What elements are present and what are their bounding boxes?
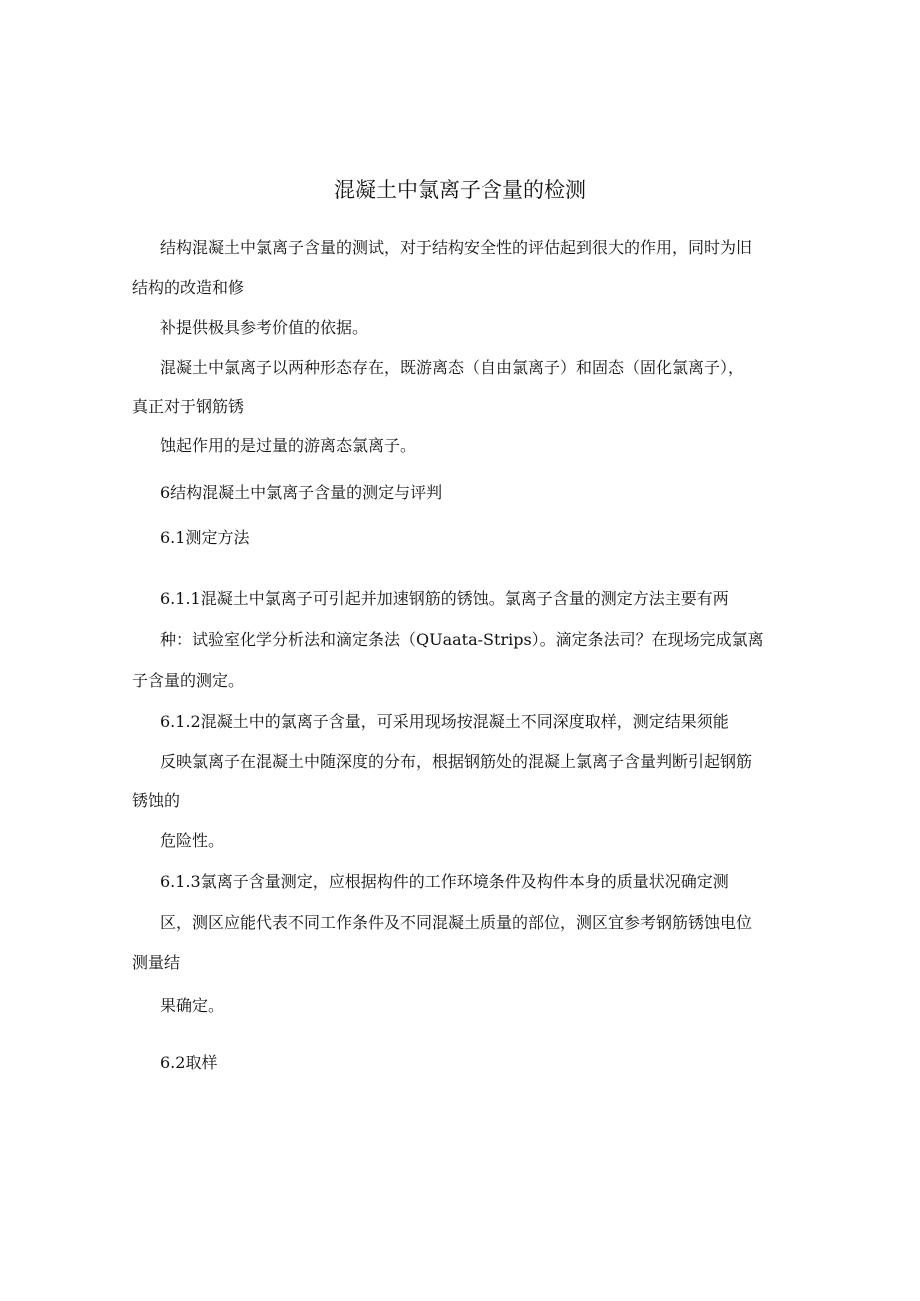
paragraph-line: 结构的改造和修 <box>132 278 245 297</box>
document-title: 混凝土中氯离子含量的检测 <box>334 178 586 202</box>
paragraph-line: 测量结 <box>132 953 181 972</box>
paragraph-line: 反映氯离子在混凝土中随深度的分布，根据钢筋处的混凝上氯离子含量判断引起钢筋 <box>160 752 753 771</box>
paragraph-line: 结构混凝土中氯离子含量的测试，对于结构安全性的评估起到很大的作用，同时为旧 <box>160 238 753 257</box>
paragraph-line: 锈蚀的 <box>132 791 181 810</box>
paragraph-line: 6.1.2混凝土中的氯离子含量，可采用现场按混凝土不同深度取样，测定结果须能 <box>160 712 729 731</box>
paragraph-line: 果确定。 <box>160 996 225 1015</box>
section-heading: 6结构混凝土中氯离子含量的测定与评判 <box>160 483 443 502</box>
paragraph-line: 种：试验室化学分析法和滴定条法（QUaata-Strips）。滴定条法司？在现场完成氯离 <box>160 630 764 649</box>
paragraph-line: 混凝土中氯离子以两种形态存在，既游离态（自由氯离子）和固态（固化氯离子）， <box>160 358 745 377</box>
paragraph-line: 补提供极具参考价值的依据。 <box>160 318 369 337</box>
paragraph-line: 6.1.1混凝土中氯离子可引起并加速钢筋的锈蚀。氯离子含量的测定方法主要有两 <box>160 589 729 608</box>
paragraph-line: 区，测区应能代表不同工作条件及不同混凝土质量的部位，测区宜参考钢筋锈蚀电位 <box>160 913 753 932</box>
paragraph-line: 危险性。 <box>160 831 225 850</box>
paragraph-line: 6.1.3氯离子含量测定，应根据构件的工作环境条件及构件本身的质量状况确定测 <box>160 872 729 891</box>
paragraph-line: 蚀起作用的是过量的游离态氯离子。 <box>160 436 417 455</box>
subsection-heading: 6.1测定方法 <box>160 528 250 547</box>
paragraph-line: 真正对于钢筋锈 <box>132 397 245 416</box>
subsection-heading: 6.2取样 <box>160 1053 218 1072</box>
paragraph-line: 子含量的测定。 <box>132 671 245 690</box>
